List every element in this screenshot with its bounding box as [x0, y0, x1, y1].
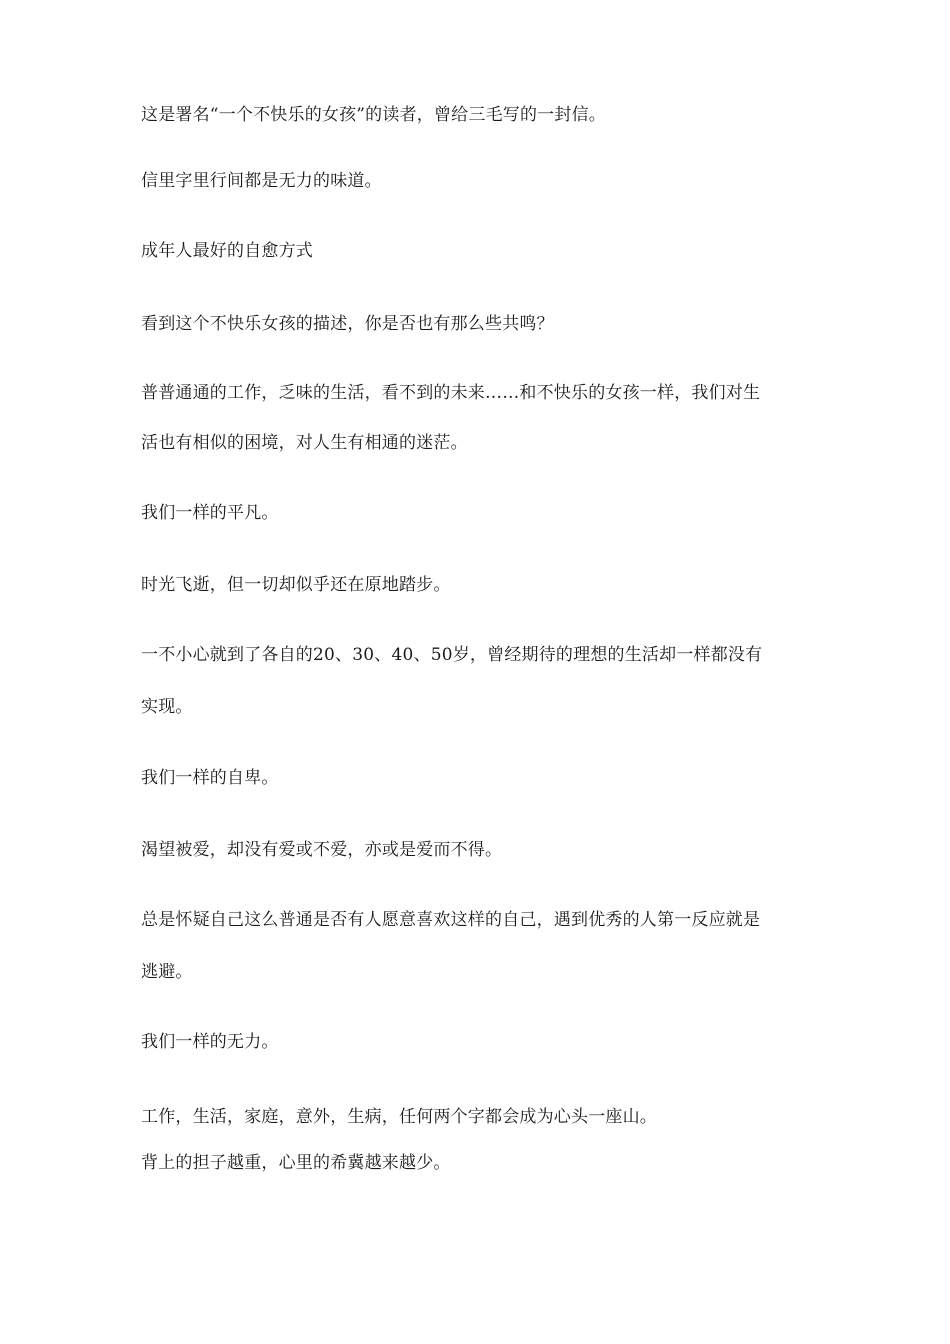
text-line: 这是署名“一个不快乐的女孩”的读者，曾给三毛写的一封信。: [141, 105, 606, 125]
text-line: 我们一样的自卑。: [141, 768, 279, 788]
text-line: 背上的担子越重，心里的希冀越来越少。: [141, 1153, 451, 1173]
text-line: 总是怀疑自己这么普通是否有人愿意喜欢这样的自己，遇到优秀的人第一反应就是: [141, 910, 761, 930]
text-line: 实现。: [141, 697, 193, 717]
text-line: 信里字里行间都是无力的味道。: [141, 171, 382, 191]
section-heading: 成年人最好的自愈方式: [141, 241, 313, 261]
text-line: 我们一样的无力。: [141, 1032, 279, 1052]
text-line: 工作，生活，家庭，意外，生病，任何两个字都会成为心头一座山。: [141, 1107, 657, 1127]
text-line: 渴望被爱，却没有爱或不爱，亦或是爱而不得。: [141, 840, 503, 860]
text-line: 普普通通的工作，乏味的生活，看不到的未来……和不快乐的女孩一样，我们对生: [141, 383, 761, 403]
text-line: 我们一样的平凡。: [141, 503, 279, 523]
text-line: 看到这个不快乐女孩的描述，你是否也有那么些共鸣？: [141, 314, 554, 334]
text-line: 活也有相似的困境，对人生有相通的迷茫。: [141, 433, 468, 453]
text-line: 逃避。: [141, 962, 193, 982]
text-line: 时光飞逝，但一切却似乎还在原地踏步。: [141, 575, 451, 595]
text-line: 一不小心就到了各自的20、30、40、50岁，曾经期待的理想的生活却一样都没有: [141, 645, 763, 665]
